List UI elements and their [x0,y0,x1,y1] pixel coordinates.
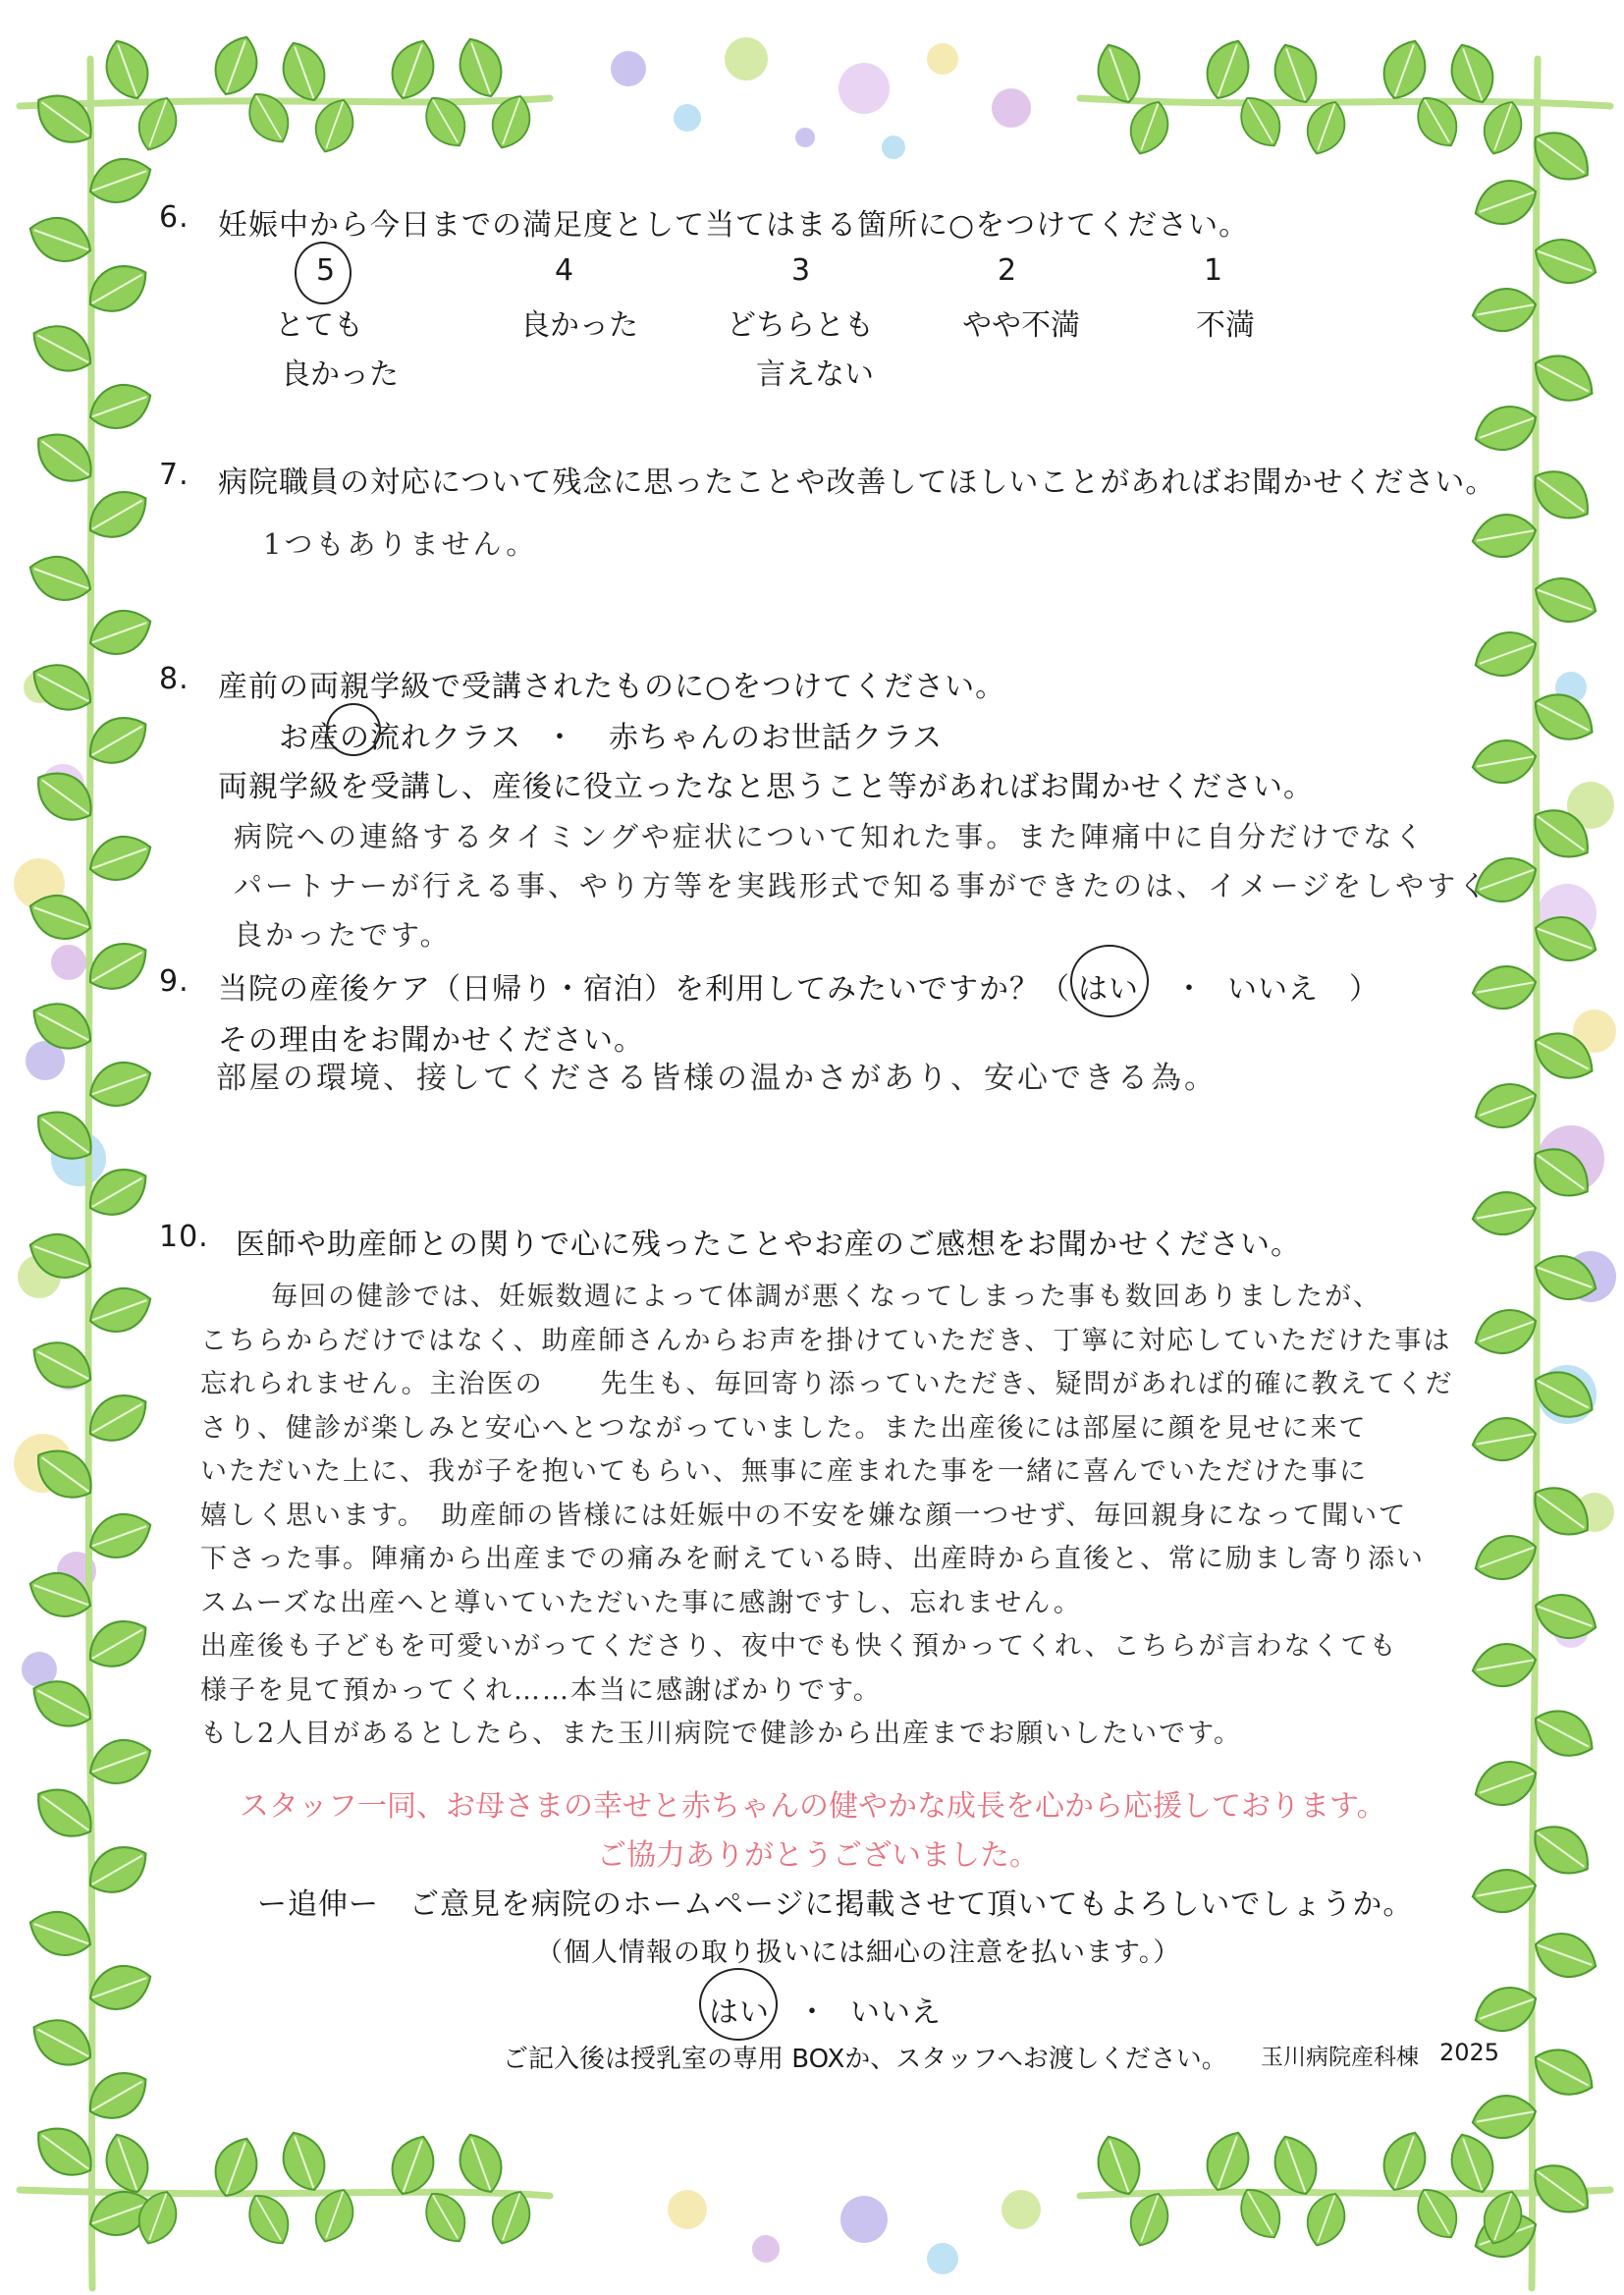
q6-option-5-label: とても [275,308,363,343]
closing-thanks: ご協力ありがとうございました。 [597,1838,1039,1873]
q10-answer-line: いただいた上に、我が子を抱いてもらい、無事に産まれた事を一緒に喜んでいただけた事に [200,1456,1368,1487]
footer-instruction: ご記入後は授乳室の専用 BOXか、スタッフへお渡しください。 [503,2045,1227,2074]
q8-answer-line: パートナーが行える事、やり方等を実践形式で知る事ができたのは、イメージをしやすく [234,869,1490,902]
q6-option-2-label: やや不満 [962,308,1080,343]
postscript-yes-option[interactable]: はい [709,1995,770,2030]
q10-answer-line: 下さった事。陣痛から出産までの痛みを耐えている時、出産時から直後と、常に励まし寄り添い [200,1544,1425,1574]
footer-year: 2025 [1439,2039,1500,2066]
q10-number: 10. [159,1220,209,1254]
q6-option-2-number[interactable]: 2 [998,253,1017,288]
q6-option-3-label: どちらとも [727,308,874,343]
q9-separator: ・ [1174,972,1205,1007]
q10-answer-line: 出産後も子どもを可愛いがってくださり、夜中でも快く預かってくれ、こちらが言わなくても [200,1631,1398,1662]
q9-answer: 部屋の環境、接してくださる皆様の温かさがあり、安心できる為。 [216,1061,1218,1096]
postscript-no-option[interactable]: いいえ [850,1995,942,2030]
q8-number: 8. [159,662,189,696]
q6-option-1-number[interactable]: 1 [1204,253,1223,288]
q10-answer-line: こちらからだけではなく、助産師さんからお声を掛けていただき、丁寧に対応していただけた事は [200,1325,1452,1356]
q10-answer-line: 忘れられません。主治医の 先生も、毎回寄り添っていただき、疑問があれば的確に教えてくだ [200,1369,1454,1399]
footer-org: 玉川病院産科棟 [1261,2045,1419,2070]
q10-answer-line: もし2人目があるとしたら、また玉川病院で健診から出産までお願いしたいです。 [200,1719,1243,1749]
q9-selected-circle [1070,945,1149,1017]
q7-number: 7. [159,458,189,492]
q8-option-birth-flow-class[interactable]: お産の流れクラス [279,721,522,755]
q6-number: 6. [159,200,189,235]
q9-number: 9. [159,964,189,999]
q6-option-1-label: 不満 [1196,308,1255,343]
q6-option-5-number[interactable]: 5 [316,253,336,288]
q7-answer: 1つもありません。 [263,527,538,561]
q8-question: 産前の両親学級で受講されたものに○をつけてください。 [218,670,1006,704]
q10-answer-line: さり、健診が楽しみと安心へとつながっていました。また出産後には部屋に顔を見せに来て [200,1412,1368,1444]
postscript-privacy-note: （個人情報の取り扱いには細心の注意を払います。） [536,1938,1181,1968]
q8-answer-line: 良かったです。 [234,918,452,952]
q7-question: 病院職員の対応について残念に思ったことや改善してほしいことがあればお聞かせください。 [218,465,1496,500]
q6-selected-circle [295,242,352,304]
q8-separator: ・ [545,721,575,755]
q8-option-baby-care-class[interactable]: 赤ちゃんのお世話クラス [609,721,944,755]
postscript-selected-circle [699,1968,778,2041]
q8-sub-question: 両親学級を受講し、産後に役立ったなと思うこと等があればお聞かせください。 [218,770,1314,804]
q6-option-5-label2: 良かった [281,357,399,392]
q6-option-4-number[interactable]: 4 [555,253,574,288]
closing-message: スタッフ一同、お母さまの幸せと赤ちゃんの健やかな成長を心から応援しております。 [240,1789,1386,1824]
q10-answer-line: 毎回の健診では、妊娠数週によって体調が悪くなってしまった事も数回ありましたが、 [271,1282,1381,1312]
q9-yes-option[interactable]: はい [1078,972,1139,1007]
q6-option-3-label2: 言えない [756,357,874,392]
q10-answer-line: 様子を見て預かってくれ……本当に感謝ばかりです。 [200,1674,882,1706]
q6-option-3-number[interactable]: 3 [791,253,811,288]
q6-option-4-label: 良かった [520,308,638,343]
q6-question: 妊娠中から今日までの満足度として当てはまる箇所に○をつけてください。 [218,208,1250,243]
q9-question: 当院の産後ケア（日帰り・宿泊）を利用してみたいですか？（ [218,972,1070,1007]
q8-answer-line: 病院への連絡するタイミングや症状について知れた事。また陣痛中に自分だけでなく [234,820,1427,853]
postscript-question: ー追伸ー ご意見を病院のホームページに掲載させて頂いてもよろしいでしょうか。 [257,1887,1414,1922]
q10-answer-line: スムーズな出産へと導いていただいた事に感謝ですし、忘れません。 [200,1587,1082,1618]
postscript-separator: ・ [797,1995,828,2030]
q10-answer-line: 嬉しく思います。 助産師の皆様には妊娠中の不安を嫌な顔一つせず、毎回親身になって聞いて [200,1500,1408,1531]
q8-selected-circle [326,703,381,756]
q9-no-option[interactable]: いいえ ） [1227,972,1380,1007]
q10-question: 医師や助産師との関りで心に残ったことやお産のご感想をお聞かせください。 [236,1228,1301,1262]
q9-sub-question: その理由をお聞かせください。 [218,1023,644,1058]
